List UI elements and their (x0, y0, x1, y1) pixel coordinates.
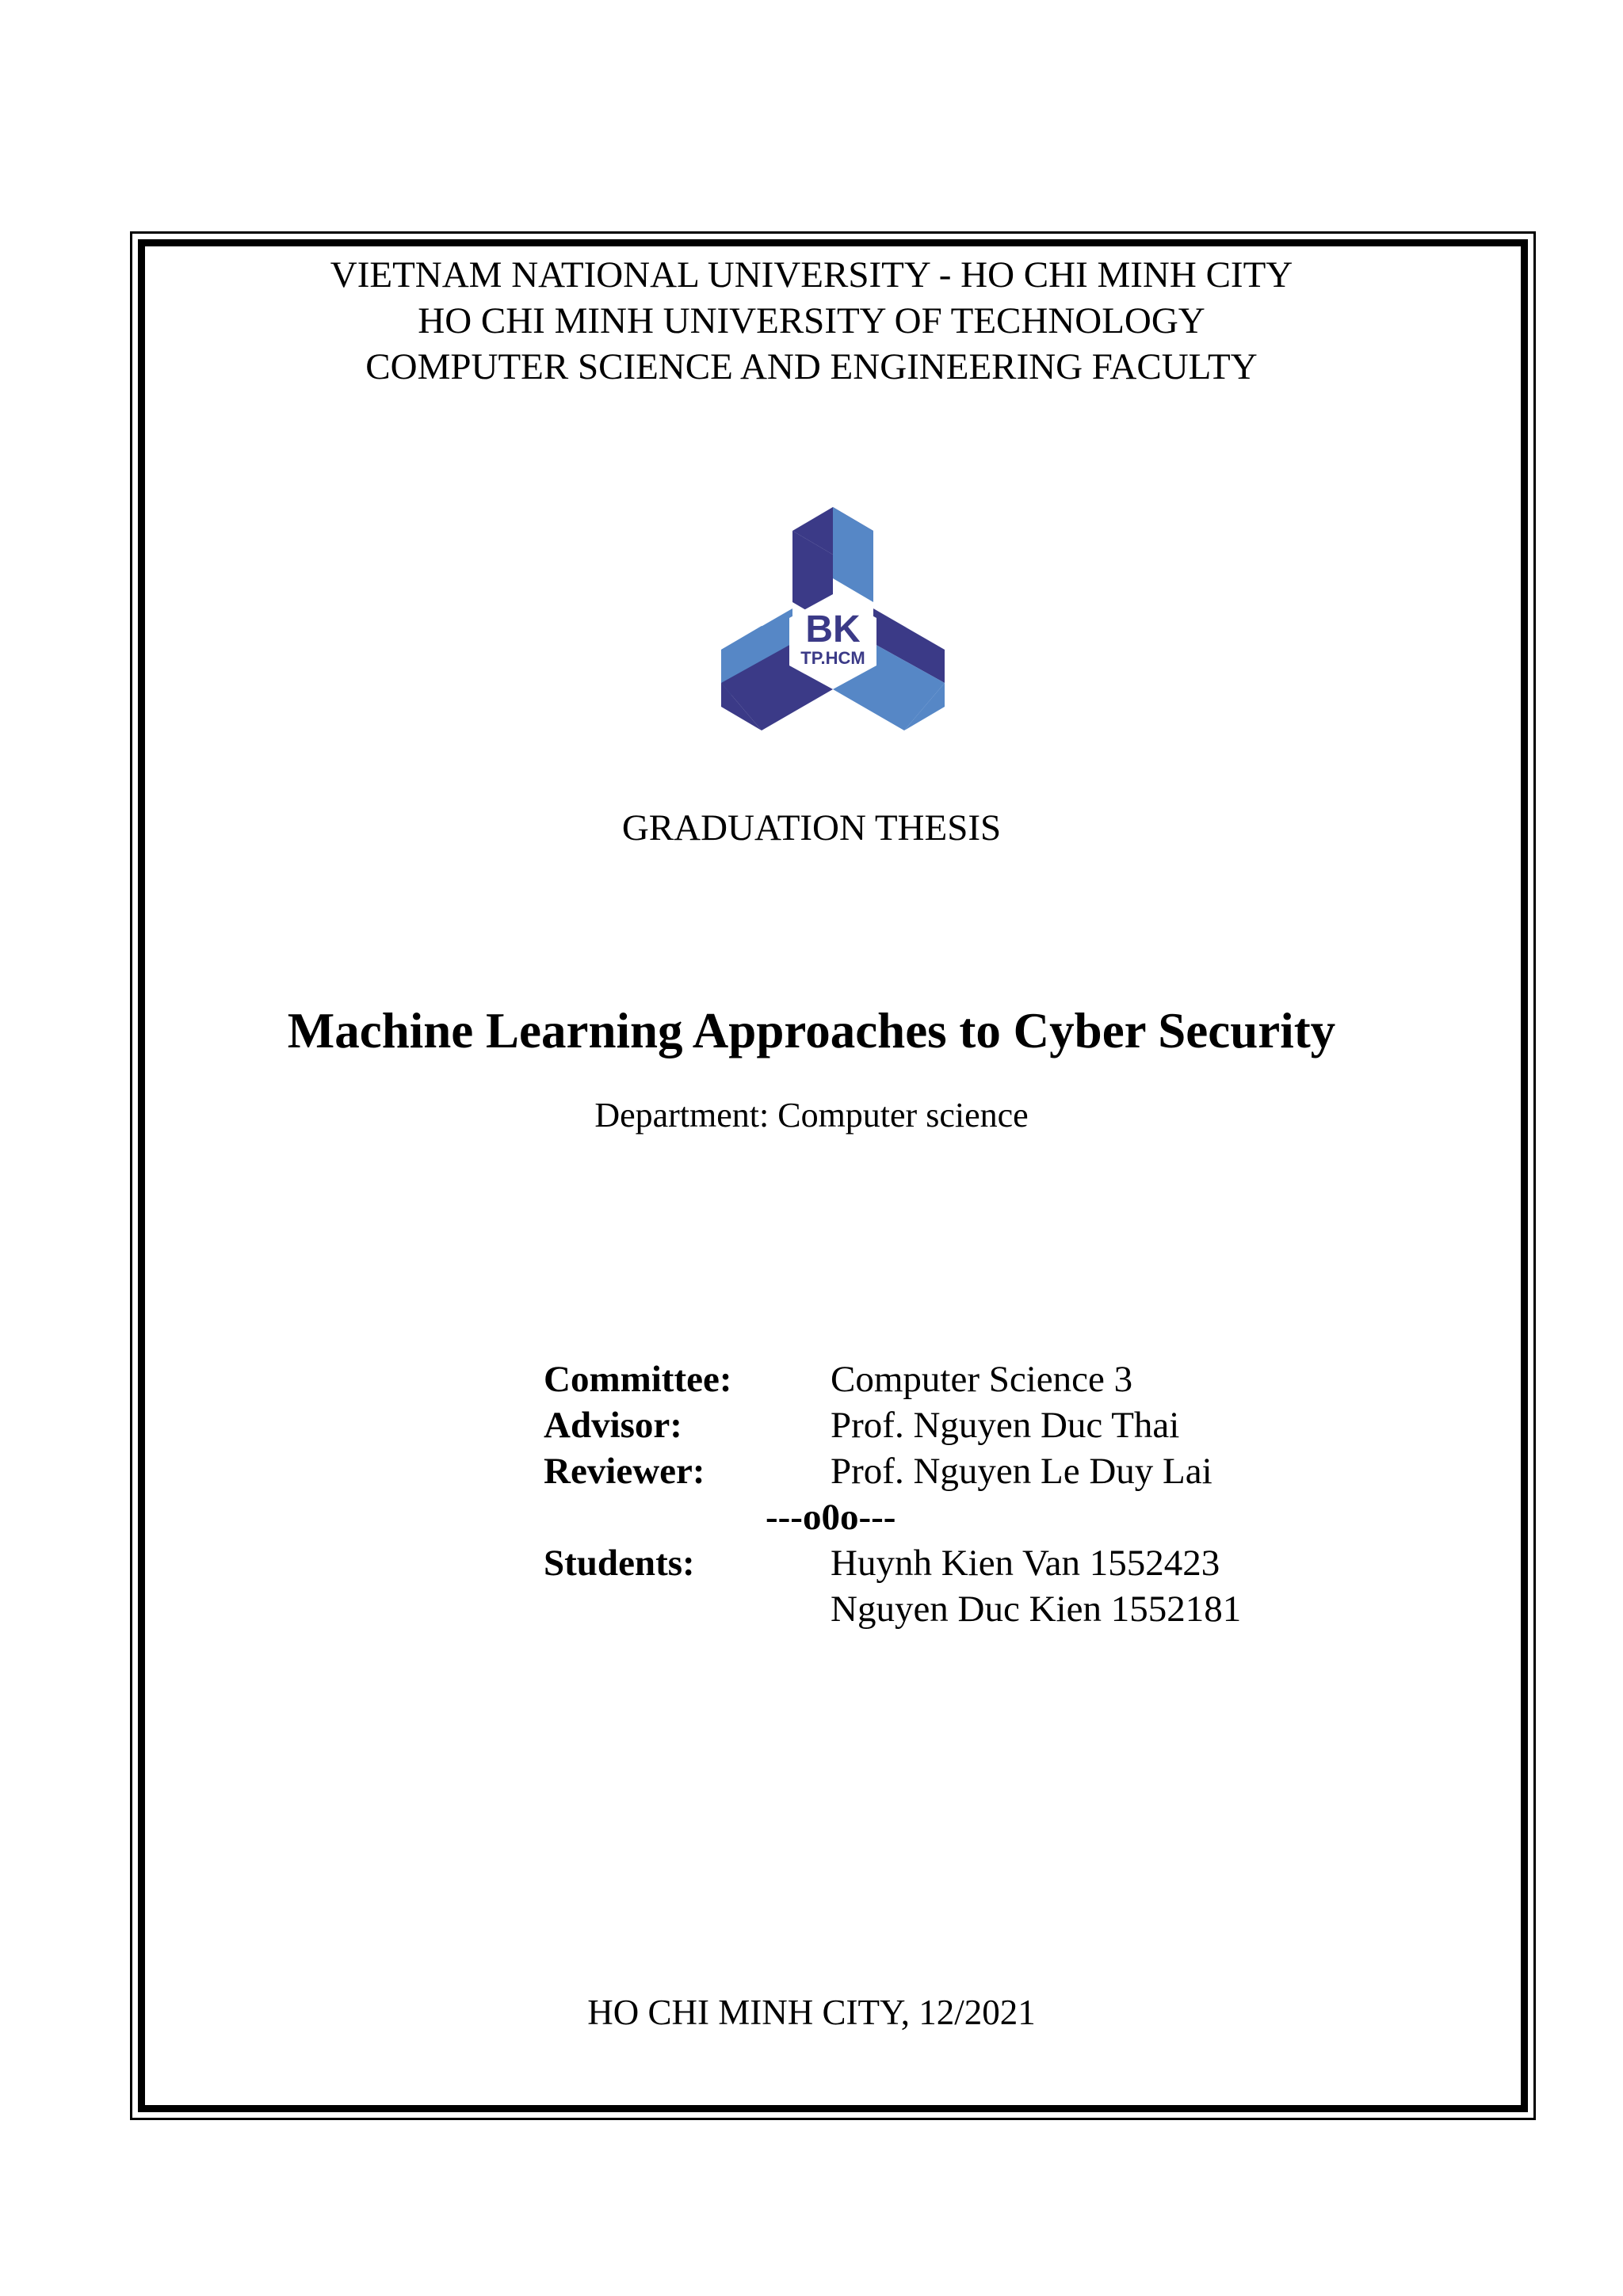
committee-value: Computer Science 3 (831, 1359, 1133, 1400)
university-name: VIETNAM NATIONAL UNIVERSITY - HO CHI MINH CITY (330, 254, 1293, 296)
advisor-row (544, 1402, 1241, 1448)
committee-label: Committee: (544, 1359, 732, 1400)
department: Department: Computer science (594, 1096, 1029, 1135)
committee-row (544, 1356, 1241, 1402)
reviewer-label: Reviewer: (544, 1451, 705, 1492)
student-2: Nguyen Duc Kien 1552181 (831, 1589, 1242, 1630)
advisor-value: Prof. Nguyen Duc Thai (831, 1405, 1180, 1446)
thesis-title: Machine Learning Approaches to Cyber Security (287, 1003, 1336, 1058)
reviewer-row (544, 1448, 1241, 1494)
school-name: HO CHI MINH UNIVERSITY OF TECHNOLOGY (418, 300, 1205, 341)
students-row-2 (544, 1586, 1241, 1632)
empty-label-cell (544, 1586, 831, 1632)
students-row (544, 1540, 1241, 1586)
logo-text-bk: BK (805, 608, 861, 650)
bk-tphcm-logo (721, 507, 945, 735)
students-label: Students: (544, 1543, 695, 1584)
place-date: HO CHI MINH CITY, 12/2021 (587, 1993, 1036, 2032)
logo-text-tphcm: TP.HCM (800, 648, 865, 668)
document-type: GRADUATION THESIS (621, 807, 1002, 849)
people-list (544, 1356, 1241, 1632)
separator: ---o0o--- (766, 1497, 896, 1538)
student-1: Huynh Kien Van 1552423 (831, 1543, 1220, 1584)
faculty-name: COMPUTER SCIENCE AND ENGINEERING FACULTY (365, 346, 1258, 387)
advisor-label: Advisor: (544, 1405, 682, 1446)
reviewer-value: Prof. Nguyen Le Duy Lai (831, 1451, 1212, 1492)
